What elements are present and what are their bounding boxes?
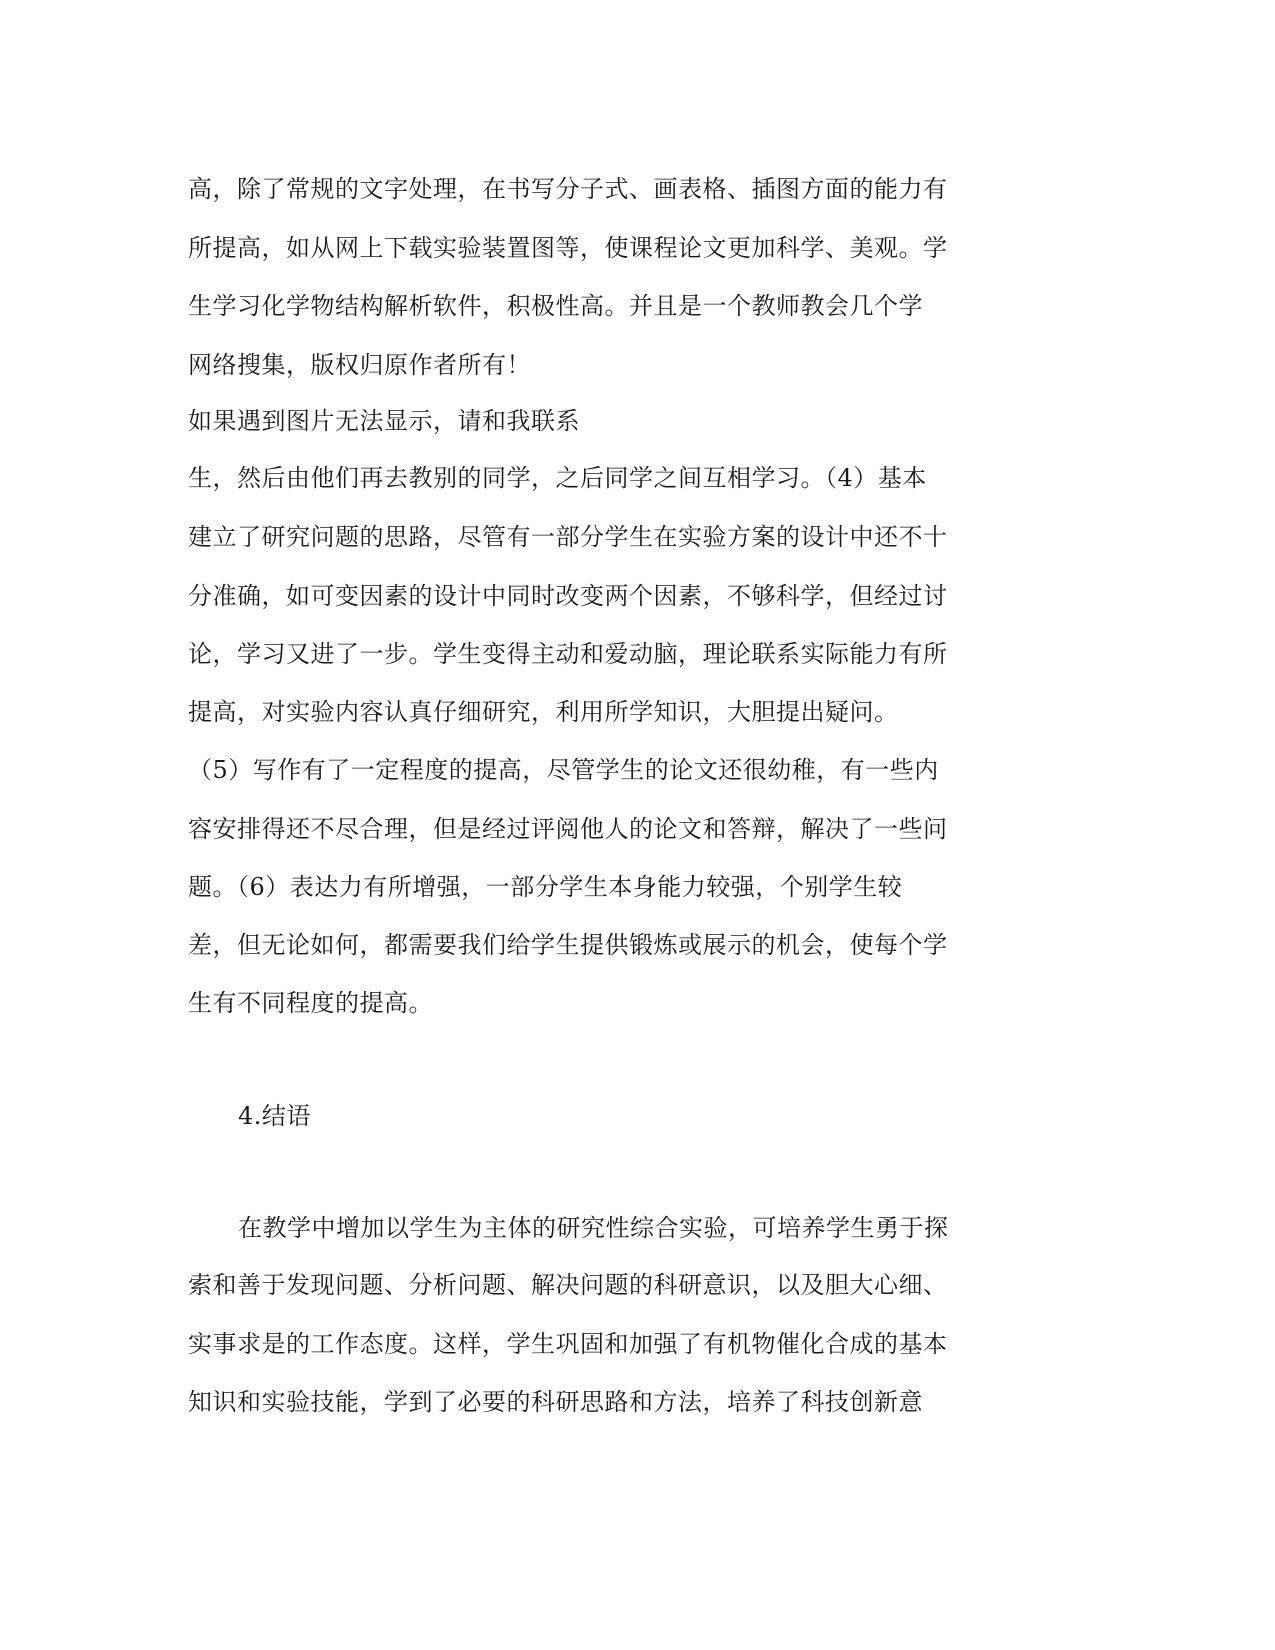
section-heading: 4.结语 [238,1102,311,1130]
body-text-line: 论，学习又进了一步。学生变得主动和爱动脑，理论联系实际能力有所 [188,640,948,668]
conclusion-text-line: 知识和实验技能，学到了必要的科研思路和方法，培养了科技创新意 [188,1388,923,1416]
body-text-line: 生有不同程度的提高。 [188,989,433,1017]
body-text-line: 建立了研究问题的思路，尽管有一部分学生在实验方案的设计中还不十 [188,523,948,551]
body-text-line: 分准确，如可变因素的设计中同时改变两个因素，不够科学，但经过讨 [188,582,948,610]
conclusion-text-line: 索和善于发现问题、分析问题、解决问题的科研意识，以及胆大心细、 [188,1271,948,1299]
body-text-line: 题。（6）表达力有所增强，一部分学生本身能力较强，个别学生较 [188,873,903,901]
body-text-line: 生，然后由他们再去教别的同学，之后同学之间互相学习。（4）基本 [188,464,927,492]
body-text-line: 高，除了常规的文字处理，在书写分子式、画表格、插图方面的能力有 [188,175,948,203]
body-text-line: 容安排得还不尽合理，但是经过评阅他人的论文和答辩，解决了一些问 [188,815,948,843]
conclusion-text-line: 实事求是的工作态度。这样，学生巩固和加强了有机物催化合成的基本 [188,1330,948,1358]
body-text-line: 生学习化学物结构解析软件，积极性高。并且是一个教师教会几个学 [188,292,923,320]
body-text-line: 所提高，如从网上下载实验装置图等，使课程论文更加科学、美观。学 [188,234,948,262]
body-text-line: 差，但无论如何，都需要我们给学生提供锻炼或展示的机会，使每个学 [188,931,948,959]
contact-notice: 如果遇到图片无法显示，请和我联系 [188,407,580,435]
conclusion-text-line: 在教学中增加以学生为主体的研究性综合实验，可培养学生勇于探 [238,1214,949,1242]
body-text-line: 提高，对实验内容认真仔细研究，利用所学知识，大胆提出疑问。 [188,698,899,726]
copyright-notice: 网络搜集，版权归原作者所有！ [188,351,531,379]
body-text-line: （5）写作有了一定程度的提高，尽管学生的论文还很幼稚，有一些内 [188,756,939,784]
